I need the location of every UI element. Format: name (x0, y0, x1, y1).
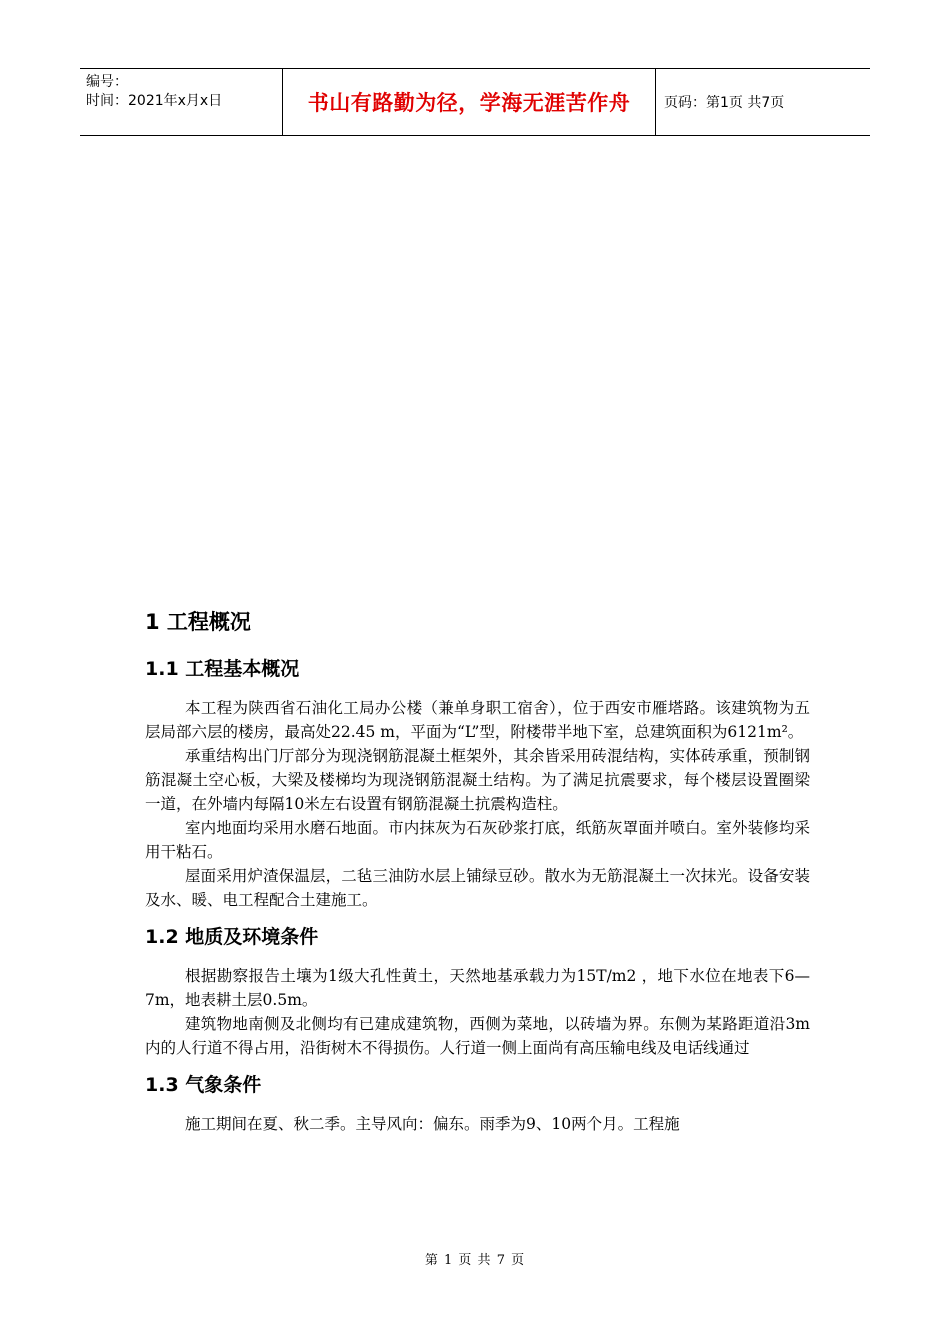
header-table (80, 68, 870, 136)
paragraph: 屋面采用炉渣保温层，二毡三油防水层上铺绿豆砂。散水为无筋混凝土一次抹光。设备安装及水、暖、电工程配合土建施工。 (145, 867, 810, 909)
paragraph: 建筑物地南侧及北侧均有已建成建筑物，西侧为菜地，以砖墙为界。东侧为某路距道沿3m内的人行道不得占用，沿街树木不得损伤。人行道一侧上面尚有高压输电线及电话线通过 (145, 1015, 810, 1057)
paragraph: 根据勘察报告土壤为1级大孔性黄土，天然地基承载力为15T/m2 ，地下水位在地表下6—7m，地表耕土层0.5m。 (145, 967, 810, 1009)
paragraph: 施工期间在夏、秋二季。主导风向：偏东。雨季为9、10两个月。工程施 (185, 1115, 680, 1133)
paragraph: 本工程为陕西省石油化工局办公楼（兼单身职工宿舍），位于西安市雁塔路。该建筑物为五层局部六层的楼房，最高处22.45 m，平面为“L”型，附楼带半地下室，总建筑面积为6121m²。 (145, 699, 810, 741)
header-date-label: 时间：2021年x月x日 (86, 93, 223, 109)
section-title: 1 工程概况 (145, 610, 251, 634)
header-info-cell (80, 69, 282, 135)
header-motto: 书山有路勤为径，学海无涯苦作舟 (282, 69, 656, 135)
subsection-title: 1.2 地质及环境条件 (145, 926, 319, 948)
document-body (145, 600, 810, 1136)
paragraph: 室内地面均采用水磨石地面。市内抹灰为石灰砂浆打底，纸筋灰罩面并喷白。室外装修均采用干粘石。 (145, 819, 810, 861)
subsection-title: 1.3 气象条件 (145, 1074, 262, 1096)
header-page-info: 页码：第1页 共7页 (664, 95, 785, 111)
subsection-title: 1.1 工程基本概况 (145, 658, 300, 680)
paragraph: 承重结构出门厅部分为现浇钢筋混凝土框架外，其余皆采用砖混结构，实体砖承重，预制钢筋混凝土空心板，大梁及楼梯均为现浇钢筋混凝土结构。为了满足抗震要求，每个楼层设置圈梁一道，在外墙内每隔10米左右设置有钢筋混凝土抗震构造柱。 (145, 747, 810, 813)
header-number-label: 编号： (86, 74, 128, 90)
page-footer: 第 1 页 共 7 页 (424, 1253, 526, 1268)
